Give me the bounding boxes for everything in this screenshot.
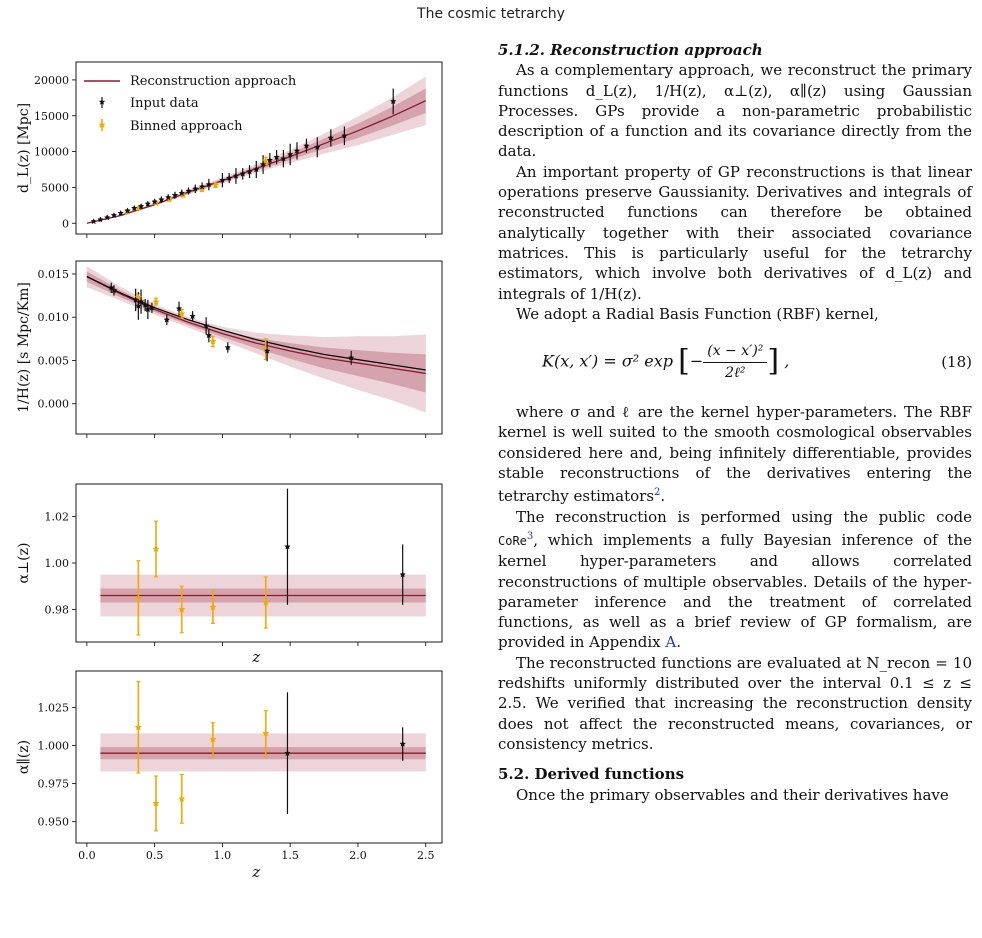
panel-1	[16, 62, 442, 238]
legend-label-reconstruction: Reconstruction approach	[130, 74, 297, 89]
y-tick-label: 10000	[34, 145, 69, 159]
legend	[84, 74, 297, 134]
y-tick-label: 0.010	[37, 311, 69, 325]
y-tick-label: 0	[62, 217, 69, 231]
binned-point	[153, 299, 159, 305]
plot-area	[100, 489, 425, 635]
x-axis-label: z	[252, 648, 261, 666]
legend-label-binned: Binned approach	[130, 119, 243, 134]
binned-point	[179, 796, 185, 802]
y-tick-label: 0.98	[44, 603, 69, 617]
equation-denominator: 2ℓ²	[725, 364, 746, 381]
y-axis-label: 1/H(z) [s Mpc/Km]	[16, 282, 32, 413]
equation-numerator: (x − x′)²	[703, 341, 767, 362]
paragraph-4-text: where σ and ℓ are the kernel hyper-parameters. The RBF kernel is well suited to the smooth cosmological observables considered here and, being infinitely differentiable, provides stable reconstructions of the derivatives entering the tetrarchy estimators	[498, 403, 972, 506]
binned-point	[135, 724, 141, 730]
y-tick-label: 0.015	[37, 267, 69, 281]
y-tick-label: 15000	[34, 109, 69, 123]
input-point	[176, 306, 181, 311]
footnote-3-link[interactable]: 3	[526, 530, 534, 542]
x-tick-label: 0.0	[78, 849, 96, 862]
code-name: CoRe	[498, 533, 527, 548]
plot-area	[100, 682, 425, 831]
x-tick-label: 1.5	[281, 849, 299, 862]
input-point	[91, 219, 96, 224]
input-point	[225, 345, 230, 350]
paragraph-3: We adopt a Radial Basis Function (RBF) kernel,	[516, 304, 879, 323]
paragraph-4: where σ and ℓ are the kernel hyper-parameters. The RBF kernel is well suited to the smooth cosmological observables considered here and, being infinitely differentiable, provides stable reconstructions of the derivatives entering the tetrarchy estimators$^2$.	[498, 403, 972, 506]
equation-lhs: K(x, x′) = σ² exp	[542, 351, 674, 371]
section-heading-5-1-2: 5.1.2. Reconstruction approach	[498, 41, 763, 59]
y-tick-label: 0.950	[37, 815, 69, 829]
equation-18: K(x, x′) = σ² exp [− $\frac{\text{(x − x′)²}}{\text{2ℓ²}}$ ] , (18)	[498, 330, 972, 394]
y-tick-label: 0.000	[37, 397, 69, 411]
x-axis-label: z	[252, 863, 261, 881]
binned-point	[210, 338, 216, 344]
y-tick-label: 1.025	[37, 701, 69, 715]
panel-4	[16, 671, 442, 881]
paragraph-7: Once the primary observables and their derivatives have	[516, 785, 949, 804]
binned-point	[153, 800, 159, 806]
legend-label-input: Input data	[130, 96, 199, 111]
paragraph-1: As a complementary approach, we reconstruct the primary functions d_L(z), 1/H(z), α⊥(z), α∥(z) using Gaussian Processes. GPs provide a non-parametric probabilistic description of a function and its covariance directly from the data.	[498, 61, 972, 161]
input-point	[285, 544, 290, 549]
section-heading-5-2: 5.2. Derived functions	[498, 765, 685, 784]
x-tick-label: 2.0	[349, 849, 367, 862]
y-tick-label: 5000	[41, 181, 69, 195]
legend-swatch-input	[99, 99, 104, 104]
y-tick-label: 0.975	[37, 777, 69, 791]
equation-number: (18)	[941, 353, 972, 371]
y-tick-label: 20000	[34, 73, 69, 87]
panel-frame	[76, 484, 442, 642]
y-axis-label: α∥(z)	[16, 739, 32, 775]
paragraph-5: The reconstruction is performed using the public code CoRe$^3$, which implements a fully Bayesian inference of the kernel hyper-parameters and allows correlated reconstructions of multiple observables. Details of the hyper-parameter inference and the treatment of correlated functions, as well as a brief review of GP formalism, are provided in Appendix A.	[498, 507, 972, 652]
confidence-band-inner	[87, 271, 426, 392]
panel-3	[16, 484, 442, 666]
appendix-a-link[interactable]: A	[665, 633, 677, 652]
y-axis-label: d_L(z) [Mpc]	[16, 102, 32, 194]
x-tick-label: 0.5	[145, 849, 164, 862]
x-tick-label: 2.5	[416, 849, 435, 862]
running-header: The cosmic tetrarchy	[417, 6, 565, 22]
plot-area	[87, 266, 426, 412]
text-column	[498, 40, 972, 805]
binned-point	[153, 546, 159, 552]
paragraph-6: The reconstructed functions are evaluated at N_recon = 10 redshifts uniformly distributed over the interval 0.1 ≤ z ≤ 2.5. We verified that increasing the reconstruction density does not affect the reconstructed means, covariances, or consistency metrics.	[498, 653, 972, 753]
x-tick-label: 1.0	[213, 849, 232, 862]
y-tick-label: 0.005	[37, 354, 69, 368]
paragraph-2: An important property of GP reconstructions is that linear operations preserve Gaussianity. Derivatives and integrals of reconstructed functions can therefore be obtained analytically together with their associated covariance matrices. This is particularly useful for the tetrarchy estimators, which involve both derivatives of d_L(z) and integrals of 1/H(z).	[498, 162, 972, 303]
figure-panels	[0, 0, 490, 938]
y-axis-label: α⊥(z)	[16, 542, 32, 584]
paragraph-5-text-b: , which implements a fully Bayesian inference of the kernel hyper-parameters and allows correlated reconstructions of multiple observables. Details of the hyper-parameter inference and the treatment of correlated functions, as well as a brief review of GP formalism, are provided in Appendix	[498, 530, 972, 652]
y-tick-label: 1.00	[44, 557, 69, 570]
footnote-2-link[interactable]: 2	[654, 487, 661, 499]
y-tick-label: 1.000	[37, 739, 69, 753]
paragraph-5-text-a: The reconstruction is performed using the public code	[516, 507, 972, 526]
y-tick-label: 1.02	[44, 510, 69, 524]
